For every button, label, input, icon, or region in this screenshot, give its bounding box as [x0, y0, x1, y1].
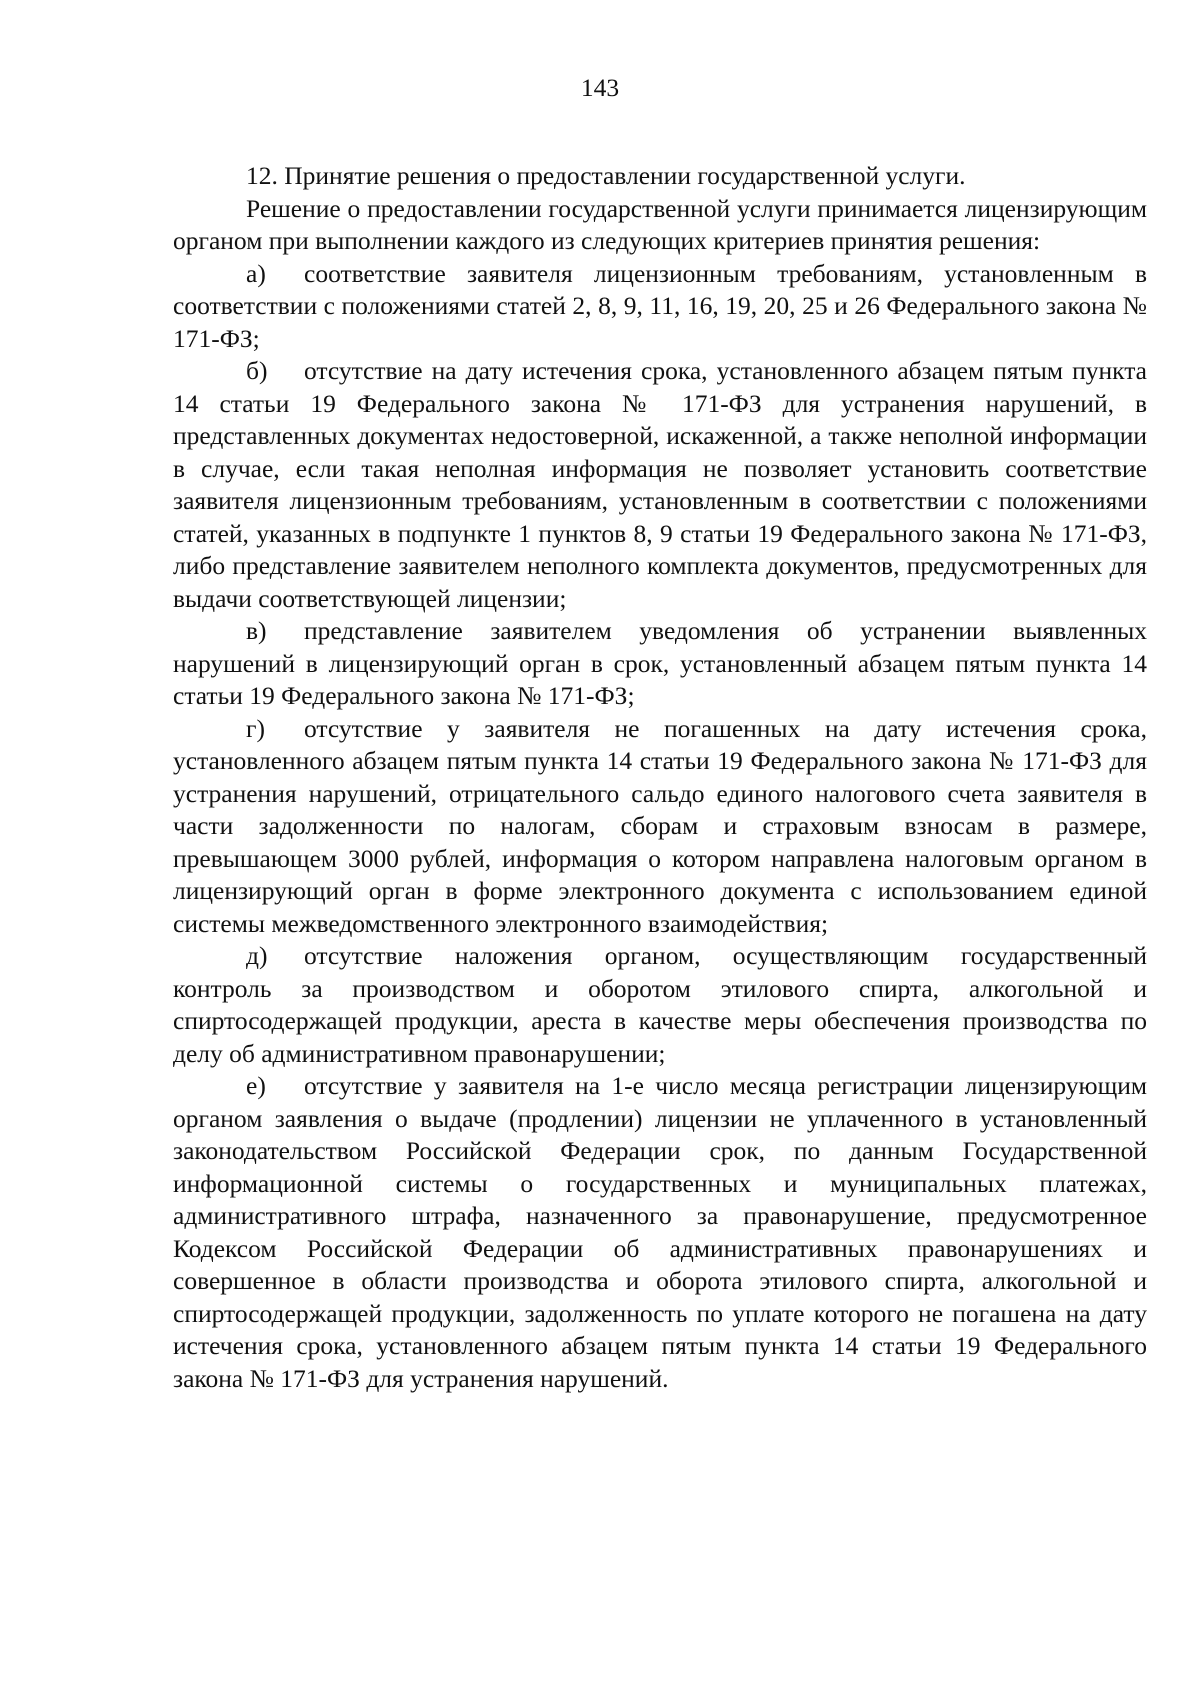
- criterion-marker: б): [246, 356, 268, 385]
- section-heading: 12. Принятие решения о предоставлении государственной услуги.: [246, 161, 966, 190]
- criterion-marker: д): [246, 941, 268, 970]
- criterion-item: [173, 940, 1147, 1070]
- section-intro: Решение о предоставлении государственной услуги принимается лицензирующим органом при выполнении каждого из следующих критериев принятия решения:: [173, 193, 1147, 255]
- criterion-text: отсутствие наложения органом, осуществляющим государственный контроль за производством и оборотом этилового спирта, алкогольной и спиртосодержащей продукции, ареста в качестве меры обеспечения производства по делу об административном правонарушении;: [173, 941, 1147, 1068]
- criterion-item: [173, 355, 1147, 615]
- criterion-item: [173, 713, 1147, 941]
- criterion-marker: е): [246, 1071, 266, 1100]
- criterion-item: [173, 1070, 1147, 1395]
- criterion-text: отсутствие на дату истечения срока, установленного абзацем пятым пункта 14 статьи 19 Федерального закона № 171-ФЗ для устранения нарушений, в представленных документах недостоверной, искаженной, а также неполной информации в случае, если такая неполная информация не позволяет установить соответствие заявителя лицензионным требованиям, установленным в соответствии с положениями статей, указанных в подпункте 1 пунктов 8, 9 статьи 19 Федерального закона № 171-ФЗ, либо представление заявителем неполного комплекта документов, предусмотренных для выдачи соответствующей лицензии;: [173, 356, 1147, 613]
- document-body: [173, 160, 1147, 1395]
- criterion-marker: г): [246, 713, 265, 743]
- criterion-text: отсутствие у заявителя на 1-е число месяца регистрации лицензирующим органом заявления о выдаче (продлении) лицензии не уплаченного в установленный законодательством Российской Федерации срок, по данным Государственной информационной системы о государственных и муниципальных платежах, административного штрафа, назначенного за правонарушение, предусмотренное Кодексом Российской Федерации об административных правонарушениях и совершенное в области производства и оборота этилового спирта, алкогольной и спиртосодержащей продукции, задолженность по уплате которого не погашена на дату истечения срока, установленного абзацем пятым пункта 14 статьи 19 Федерального закона № 171-ФЗ для устранения нарушений.: [173, 1071, 1147, 1393]
- page-number: 143: [580, 73, 620, 102]
- criterion-text: соответствие заявителя лицензионным требованиям, установленным в соответствии с положениями статей 2, 8, 9, 11, 16, 19, 20, 25 и 26 Федерального закона № 171-ФЗ;: [173, 258, 1147, 353]
- criterion-text: отсутствие у заявителя не погашенных на дату истечения срока, установленного абзацем пятым пункта 14 статьи 19 Федерального закона № 171-ФЗ для устранения нарушений, отрицательного сальдо единого налогового счета заявителя в части задолженности по налогам, сборам и страховым взносам в размере, превышающем 3000 рублей, информация о котором направлена налоговым органом в лицензирующий орган в форме электронного документа с использованием единой системы межведомственного электронного взаимодействия;: [173, 713, 1147, 938]
- criterion-marker: а): [246, 258, 266, 288]
- criterion-marker: в): [246, 616, 267, 645]
- criterion-item: [173, 258, 1147, 356]
- criterion-item: [173, 615, 1147, 713]
- criterion-text: представление заявителем уведомления об устранении выявленных нарушений в лицензирующий орган в срок, установленный абзацем пятым пункта 14 статьи 19 Федерального закона № 171-ФЗ;: [173, 616, 1147, 710]
